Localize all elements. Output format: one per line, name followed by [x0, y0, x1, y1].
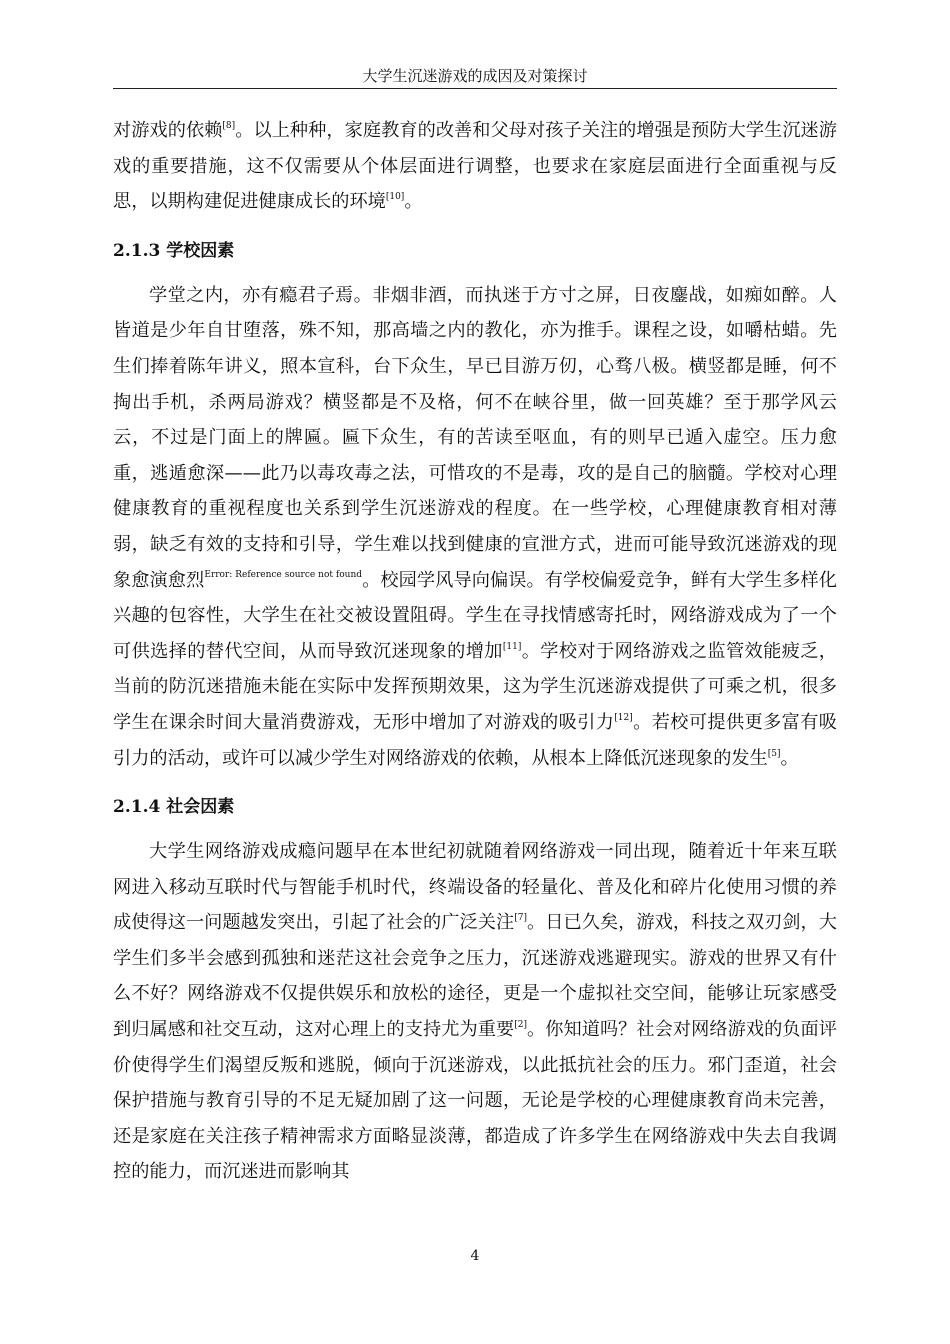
running-header: 大学生沉迷游戏的成因及对策探讨 [362, 67, 588, 85]
text-run: 学堂之内，亦有瘾君子焉。非烟非酒，而执迷于方寸之屏，日夜鏖战，如痴如醉。人皆道是少年自甘堕落，殊不知，那高墙之内的教化，亦为推手。课程之设，如嚼枯蜡。先生们捧着陈年讲义，照本宣科，台下众生，早已目游万仞，心骛八极。横竖都是睡，何不掏出手机，杀两局游戏？横竖都是不及格，何不在峡谷里，做一回英雄？至于那学风云云，不过是门面上的牌匾。匾下众生，有的苦读至呕血，有的则早已遁入虚空。压力愈重，逃遁愈深——此乃以毒攻毒之法，可惜攻的不是毒，攻的是自己的脑髓。学校对心理健康教育的重视程度也关系到学生沉迷游戏的程度。在一些学校，心理健康教育相对薄弱，缺乏有效的支持和引导，学生难以找到健康的宣泄方式，进而可能导致沉迷游戏的现象愈演愈烈 [113, 284, 837, 591]
reference-error: Error: Reference source not found [204, 569, 363, 580]
text-run: 。学校对于网络游戏之监管效能疲乏，当前的防沉迷措施未能在实际中发挥预期效果，这为学生沉迷游戏提供了可乘之机，很多学生在课余时间大量消费游戏，无形中增加了对游戏的吸引力 [113, 640, 837, 733]
text-run: 。日已久矣，游戏，科技之双刃剑，大学生们多半会感到孤独和迷茫这社会竞争之压力，沉迷游戏逃避现实。游戏的世界又有什么不好？网络游戏不仅提供娱乐和放松的途径，更是一个虚拟社交空间，能够让玩家感受到归属感和社交互动，这对心理上的支持尤为重要 [113, 912, 837, 1041]
text-run: 。你知道吗？社会对网络游戏的负面评价使得学生们渴望反叛和逃脱，倾向于沉迷游戏，以此抵抗社会的压力。邪门歪道，社会保护措施与教育引导的不足无疑加剧了这一问题，无论是学校的心理健康教育尚未完善，还是家庭在关注孩子精神需求方面略显淡薄，都造成了许多学生在网络游戏中失去自我调控的能力，而沉迷进而影响其 [113, 1019, 837, 1183]
society-paragraph [113, 834, 837, 1190]
text-run: 。 [780, 747, 799, 769]
citation: [12] [614, 712, 633, 723]
text-run: 。若校可提供更多富有吸引力的活动，或许可以减少学生对网络游戏的依赖，从根本上降低沉迷现象的发生 [113, 711, 837, 769]
text-run: 。 [404, 191, 423, 213]
intro-paragraph [113, 113, 837, 220]
page-body [113, 113, 837, 1190]
text-run: 。以上种种，家庭教育的改善和父母对孩子关注的增强是预防大学生沉迷游戏的重要措施，这不仅需要从个体层面进行调整，也要求在家庭层面进行全面重视与反思，以期构建促进健康成长的环境 [113, 120, 837, 213]
page-number: 4 [470, 1248, 480, 1264]
citation: [2] [514, 1020, 527, 1031]
school-paragraph [113, 278, 837, 776]
text-run: 。校园学风导向偏误。有学校偏爱竞争，鲜有大学生多样化兴趣的包容性，大学生在社交被设置阻碍。学生在寻找情感寄托时，网络游戏成为了一个可供选择的替代空间，从而导致沉迷现象的增加 [113, 569, 837, 662]
citation: [11] [502, 641, 522, 652]
header-rule [113, 88, 837, 89]
text-run: 大学生网络游戏成瘾问题早在本世纪初就随着网络游戏一同出现，随着近十年来互联网进入移动互联时代与智能手机时代，终端设备的轻量化、普及化和碎片化使用习惯的养成使得这一问题越发突出，引起了社会的广泛关注 [113, 841, 837, 934]
section-heading-society: 2.1.4 社会因素 [113, 797, 235, 818]
citation: [10] [385, 192, 405, 203]
citation: [8] [222, 121, 236, 131]
section-heading-school: 2.1.3 学校因素 [113, 240, 235, 261]
citation: [7] [514, 913, 527, 924]
text-run: 对游戏的依赖 [113, 120, 223, 141]
citation: [5] [767, 748, 781, 759]
